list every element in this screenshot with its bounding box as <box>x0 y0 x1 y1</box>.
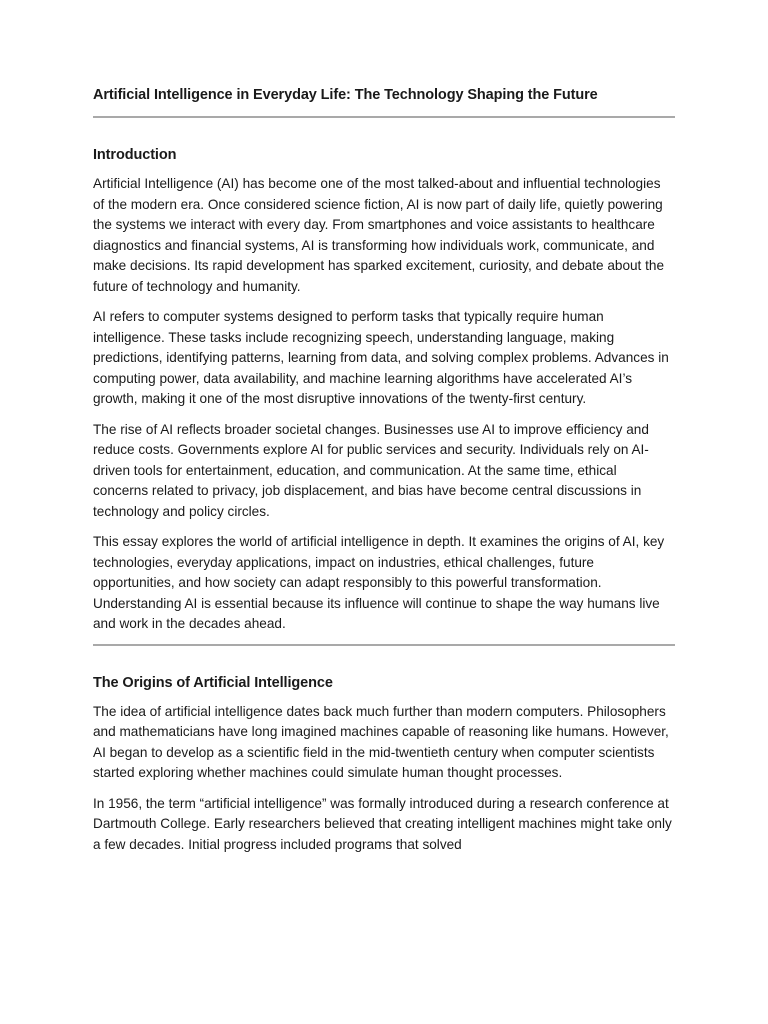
paragraph: Artificial Intelligence (AI) has become one of the most talked-about and influential technologies of the modern era. Once considered science fiction, AI is now part of daily life, quietly powering the systems we interact with every day. From smartphones and voice assistants to healthcare diagnostics and financial systems, AI is transforming how individuals work, communicate, and make decisions. Its rapid development has sparked excitement, curiosity, and debate about the future of technology and humanity. <box>93 176 665 294</box>
paragraph: The idea of artificial intelligence dates back much further than modern computers. Philosophers and mathematicians have long imagined machines capable of reasoning like humans. However, AI began to develop as a scientific field in the mid-twentieth century when computer scientists started exploring whether machines could simulate human thought processes. <box>93 703 669 780</box>
paragraph: AI refers to computer systems designed to perform tasks that typically require human intelligence. These tasks include recognizing speech, understanding language, making predictions, identifying patterns, learning from data, and solving complex problems. Advances in computing power, data availability, and machine learning algorithms have accelerated AI’s growth, making it one of the most disruptive innovations of the twenty-first century. <box>93 309 669 406</box>
paragraph: The rise of AI reflects broader societal changes. Businesses use AI to improve efficiency and reduce costs. Governments explore AI for public services and security. Individuals rely on AI-driven tools for entertainment, education, and communication. At the same time, ethical concerns related to privacy, job displacement, and bias have become central discussions in technology and policy circles. <box>93 421 649 519</box>
section-origins <box>93 672 675 856</box>
section-introduction <box>93 144 675 635</box>
section-heading: The Origins of Artificial Intelligence <box>93 674 333 691</box>
horizontal-rule <box>93 644 675 646</box>
paragraph: In 1956, the term “artificial intelligence” was formally introduced during a research conference at Dartmouth College. Early researchers believed that creating intelligent machines might take only a few decades. Initial progress included programs that solved <box>93 795 672 852</box>
horizontal-rule <box>93 116 675 118</box>
paragraph: This essay explores the world of artificial intelligence in depth. It examines the origins of AI, key technologies, everyday applications, impact on industries, ethical challenges, future opportunities, and how society can adapt responsibly to this powerful transformation. Understanding AI is essential because its influence will continue to shape the way humans live and work in the decades ahead. <box>93 534 665 631</box>
document-title: Artificial Intelligence in Everyday Life: The Technology Shaping the Future <box>93 87 598 103</box>
section-heading: Introduction <box>93 147 177 163</box>
document-page <box>93 84 675 855</box>
